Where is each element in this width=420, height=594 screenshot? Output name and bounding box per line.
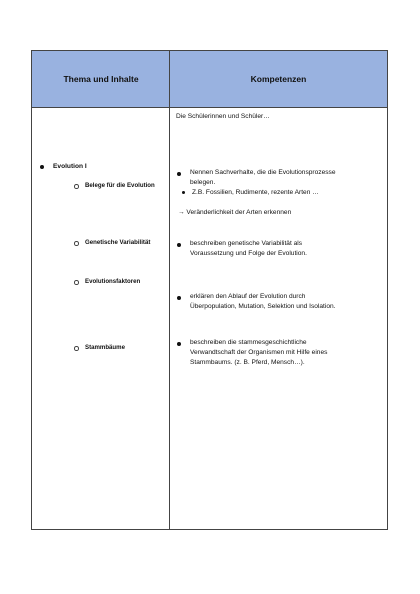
- subtopic-marker: [74, 280, 79, 285]
- competency-1-line-1: Nennen Sachverhalte, die die Evolutionsprozesse: [190, 169, 336, 176]
- competency-3-line-2: Überpopulation, Mutation, Selektion und Isolation.: [190, 303, 336, 310]
- table-header-row: [32, 51, 387, 108]
- subtopic-marker: [74, 184, 79, 189]
- competency-bullet: [177, 172, 181, 176]
- competency-bullet: [177, 296, 181, 300]
- column-divider: [169, 51, 170, 529]
- header-competencies: Kompetenzen: [250, 74, 307, 84]
- competency-1-example: Z.B. Fossilien, Rudimente, rezente Arten …: [192, 189, 319, 196]
- subtopic-stammbaeume: Stammbäume: [85, 344, 125, 351]
- main-topic: Evolution I: [53, 163, 87, 170]
- competency-4-line-2: Verwandtschaft der Organismen mit Hilfe eines: [190, 349, 328, 356]
- competency-1-arrow-line: → Veränderlichkeit der Arten erkennen: [178, 209, 292, 216]
- header-topics: Thema und Inhalte: [63, 74, 139, 84]
- main-topic-bullet: [40, 165, 44, 169]
- competency-2-line-1: beschreiben genetische Variabilität als: [190, 240, 303, 247]
- subtopic-marker: [74, 346, 79, 351]
- subtopic-evolutionsfaktoren: Evolutionsfaktoren: [85, 278, 141, 285]
- competency-4-line-3: Stammbaums. (z. B. Pferd, Mensch…).: [190, 359, 305, 366]
- subtopic-variabilitaet: Genetische Variabilität: [85, 239, 151, 246]
- competency-2-line-2: Voraussetzung und Folge der Evolution.: [190, 250, 307, 257]
- subtopic-marker: [74, 241, 79, 246]
- competency-3-line-1: erklären den Ablauf der Evolution durch: [190, 293, 306, 300]
- competency-4-line-1: beschreiben die stammesgeschichtliche: [190, 339, 307, 346]
- example-bullet: [182, 191, 185, 194]
- competency-bullet: [177, 243, 181, 247]
- intro-text: Die Schülerinnen und Schüler…: [176, 113, 270, 120]
- curriculum-table: [31, 50, 388, 530]
- competency-bullet: [177, 342, 181, 346]
- subtopic-belege: Belege für die Evolution: [85, 182, 155, 189]
- competency-1-line-2: belegen.: [190, 179, 216, 186]
